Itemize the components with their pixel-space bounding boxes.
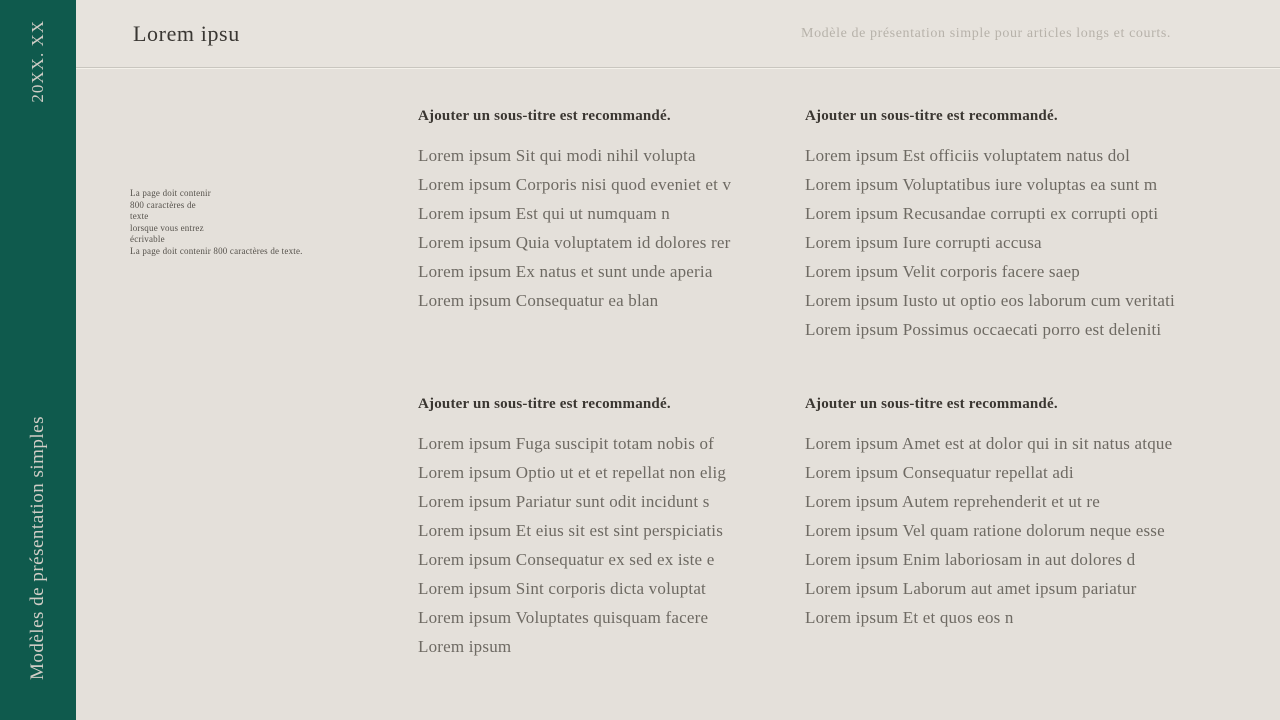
sidebar-date-wrap xyxy=(0,6,76,116)
list-item: Lorem ipsum Fuga suscipit totam nobis of xyxy=(418,434,715,453)
note-line: lorsque vous entrez xyxy=(130,222,204,233)
list-item: Lorem ipsum Pariatur sunt odit incidunt s xyxy=(418,492,710,511)
list-item: Lorem ipsum Enim laboriosam in aut dolores d xyxy=(805,550,1136,569)
list-item: Lorem ipsum Sit qui modi nihil volupta xyxy=(418,146,696,165)
list-item: Lorem ipsum Vel quam ratione dolorum neque esse xyxy=(805,521,1165,540)
character-note xyxy=(130,188,430,257)
list-item: Lorem ipsum Iure corrupti accusa xyxy=(805,233,1042,252)
section-top-left xyxy=(418,108,818,315)
section-heading: Ajouter un sous-titre est recommandé. xyxy=(418,108,671,124)
section-top-right xyxy=(805,108,1265,344)
section-heading: Ajouter un sous-titre est recommandé. xyxy=(805,396,1058,412)
list-item: Lorem ipsum Quia voluptatem id dolores rer xyxy=(418,233,731,252)
section-bottom-right xyxy=(805,396,1265,632)
list-item: Lorem ipsum xyxy=(418,637,512,656)
list-item: Lorem ipsum Autem reprehenderit et ut re xyxy=(805,492,1101,511)
list-item: Lorem ipsum Consequatur repellat adi xyxy=(805,463,1074,482)
section-list xyxy=(805,429,1265,632)
list-item: Lorem ipsum Iusto ut optio eos laborum cum veritati xyxy=(805,291,1175,310)
list-item: Lorem ipsum Corporis nisi quod eveniet et v xyxy=(418,175,732,194)
section-heading: Ajouter un sous-titre est recommandé. xyxy=(418,396,671,412)
list-item: Lorem ipsum Et eius sit est sint perspiciatis xyxy=(418,521,724,540)
note-line: La page doit contenir 800 caractères de texte. xyxy=(130,245,303,256)
list-item: Lorem ipsum Amet est at dolor qui in sit natus atque xyxy=(805,434,1173,453)
note-line: La page doit contenir xyxy=(130,188,211,198)
list-item: Lorem ipsum Recusandae corrupti ex corrupti opti xyxy=(805,204,1159,223)
header-subtitle: Modèle de présentation simple pour articles longs et courts. xyxy=(801,25,1171,41)
section-heading: Ajouter un sous-titre est recommandé. xyxy=(805,108,1058,124)
list-item: Lorem ipsum Velit corporis facere saep xyxy=(805,262,1080,281)
list-item: Lorem ipsum Consequatur ex sed ex iste e xyxy=(418,550,715,569)
note-line: 800 caractères de xyxy=(130,199,196,210)
header-band xyxy=(76,0,1280,68)
section-list xyxy=(418,429,818,661)
sidebar-date-label: 20XX. XX xyxy=(28,19,47,103)
list-item: Lorem ipsum Voluptatibus iure voluptas ea sunt m xyxy=(805,175,1158,194)
list-item: Lorem ipsum Sint corporis dicta voluptat xyxy=(418,579,706,598)
note-line: texte xyxy=(130,211,149,221)
sidebar-footer-wrap xyxy=(0,380,76,716)
list-item: Lorem ipsum Consequatur ea blan xyxy=(418,291,659,310)
section-list xyxy=(418,141,818,315)
list-item: Lorem ipsum Optio ut et et repellat non elig xyxy=(418,463,727,482)
page-title: Lorem ipsu xyxy=(133,20,240,46)
section-list xyxy=(805,141,1265,344)
list-item: Lorem ipsum Est officiis voluptatem natus dol xyxy=(805,146,1131,165)
list-item: Lorem ipsum Voluptates quisquam facere xyxy=(418,608,709,627)
sidebar xyxy=(0,0,76,720)
list-item: Lorem ipsum Et et quos eos n xyxy=(805,608,1014,627)
section-bottom-left xyxy=(418,396,818,661)
list-item: Lorem ipsum Laborum aut amet ipsum pariatur xyxy=(805,579,1137,598)
list-item: Lorem ipsum Est qui ut numquam n xyxy=(418,204,670,223)
sidebar-footer-label: Modèles de présentation simples xyxy=(27,415,48,681)
note-line: écrivable xyxy=(130,234,165,244)
list-item: Lorem ipsum Possimus occaecati porro est deleniti xyxy=(805,320,1162,339)
list-item: Lorem ipsum Ex natus et sunt unde aperia xyxy=(418,262,713,281)
